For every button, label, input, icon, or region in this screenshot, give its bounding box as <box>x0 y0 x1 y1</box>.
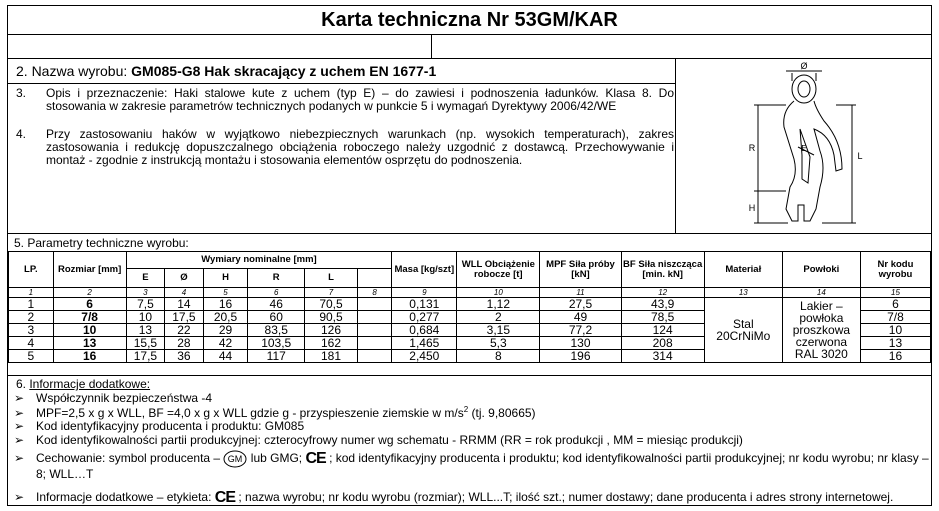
cell-code: 7/8 <box>860 311 930 324</box>
cell-empty <box>357 311 391 324</box>
header-code: Nr kodu wyrobu <box>860 252 930 288</box>
header-o: Ø <box>165 269 204 288</box>
index-cell: 9 <box>392 288 457 298</box>
index-cell: 8 <box>357 288 391 298</box>
cell-l: 126 <box>305 324 358 337</box>
cell-h: 44 <box>203 350 248 363</box>
header-coating: Powłoki <box>782 252 860 288</box>
product-description <box>8 59 676 233</box>
cell-mass: 2,450 <box>392 350 457 363</box>
l-label: L <box>857 151 863 161</box>
section-title: Informacje dodatkowe: <box>29 377 151 391</box>
r-label: R <box>748 143 756 153</box>
arrow-icon: ➢ <box>14 490 25 505</box>
cell-size: 13 <box>53 337 126 350</box>
cell-bf: 124 <box>621 324 704 337</box>
header-wll: WLL Obciążenie robocze [t] <box>457 252 540 288</box>
bullet-text: ; nazwa wyrobu; nr kodu wyrobu (rozmiar); WLL...T; ilość szt.; numer dostawy; dane producenta i adres strony internetowej. <box>238 490 894 505</box>
cell-wll: 8 <box>457 350 540 363</box>
header-e: E <box>126 269 165 288</box>
parameters-title: 5. Parametry techniczne wyrobu: <box>14 236 189 250</box>
index-cell: 13 <box>704 288 782 298</box>
arrow-icon: ➢ <box>14 451 25 466</box>
bullet-text: ; kod identyfikacyjny producenta i produktu; kod identyfikowalności partii produkcyjnej; nr kodu wyrobu; nr klasy – <box>329 451 929 466</box>
index-cell: 1 <box>9 288 54 298</box>
cell-mass: 1,465 <box>392 337 457 350</box>
cell-empty <box>357 337 391 350</box>
cell-r: 46 <box>248 298 305 311</box>
cell-l: 181 <box>305 350 358 363</box>
cell-e: 10 <box>126 311 165 324</box>
bullet-text: Współczynnik bezpieczeństwa -4 <box>36 391 213 405</box>
section-number: 6. <box>16 377 30 391</box>
index-cell: 12 <box>621 288 704 298</box>
cell-wll: 3,15 <box>457 324 540 337</box>
cell-mpf: 130 <box>540 337 621 350</box>
index-cell: 5 <box>203 288 248 298</box>
divider <box>431 35 432 58</box>
cell-r: 83,5 <box>248 324 305 337</box>
product-name: GM085-G8 Hak skracający z uchem EN 1677-1 <box>131 63 437 79</box>
bullet-traceability <box>14 433 743 447</box>
cell-lp: 1 <box>9 298 54 311</box>
cell-o: 28 <box>165 337 204 350</box>
cell-o: 14 <box>165 298 204 311</box>
cell-o: 17,5 <box>165 311 204 324</box>
header-row <box>9 252 931 269</box>
paragraph-text: Opis i przeznaczenie: Haki stalowe kute z uchem (typ E) – do zawiesi i podnoszenia ładunków. Klasa 8. Do stosowania w zakresie parametrów technicznych podanych w punkcie 5 i wymagań Dyrektywy 2006/42/WE <box>46 86 674 113</box>
bullet-mpf <box>14 405 536 420</box>
cell-lp: 2 <box>9 311 54 324</box>
bullet-text: Cechowanie: symbol producenta – <box>36 451 221 466</box>
bullet-text: Informacje dodatkowe – etykieta: <box>36 490 212 505</box>
bullet-text: Kod identyfikacyjny producenta i produktu: GM085 <box>36 419 305 433</box>
index-cell: 15 <box>860 288 930 298</box>
index-cell: 7 <box>305 288 358 298</box>
paragraph-number: 4. <box>16 127 27 141</box>
header-mpf: MPF Siła próby [kN] <box>540 252 621 288</box>
index-cell: 10 <box>457 288 540 298</box>
cell-mpf: 77,2 <box>540 324 621 337</box>
cell-mass: 0,131 <box>392 298 457 311</box>
cell-o: 36 <box>165 350 204 363</box>
cell-mass: 0,684 <box>392 324 457 337</box>
h-label: H <box>748 203 756 213</box>
cell-mpf: 196 <box>540 350 621 363</box>
cell-wll: 5,3 <box>457 337 540 350</box>
index-cell: 14 <box>782 288 860 298</box>
bullet-text: Kod identyfikowalności partii produkcyjnej: czterocyfrowy numer wg schematu - RRMM (RR = rok produkcji , MM = miesiąc produkcji) <box>36 433 743 447</box>
cell-mpf: 27,5 <box>540 298 621 311</box>
cell-bf: 43,9 <box>621 298 704 311</box>
header-l: L <box>305 269 358 288</box>
parameters-section <box>8 233 931 363</box>
cell-mpf: 49 <box>540 311 621 324</box>
arrow-icon: ➢ <box>14 406 25 420</box>
cell-size: 6 <box>53 298 126 311</box>
bullet-text: (tj. 9,80665) <box>468 406 536 420</box>
hook-drawing <box>676 59 931 233</box>
cell-h: 29 <box>203 324 248 337</box>
cell-size: 7/8 <box>53 311 126 324</box>
index-cell: 6 <box>248 288 305 298</box>
cell-material: Stal 20CrNiMo <box>704 298 782 363</box>
gm-logo-icon <box>223 450 247 468</box>
product-name-label: 2. Nazwa wyrobu: <box>16 63 128 79</box>
bullet-text: lub GMG; <box>250 451 303 466</box>
header-size: Rozmiar [mm] <box>53 252 126 288</box>
cell-o: 22 <box>165 324 204 337</box>
cell-r: 60 <box>248 311 305 324</box>
arrow-icon: ➢ <box>14 419 25 433</box>
cell-bf: 314 <box>621 350 704 363</box>
arrow-icon: ➢ <box>14 391 25 405</box>
index-cell: 11 <box>540 288 621 298</box>
bullet-product-code <box>14 419 304 433</box>
product-name-line <box>16 63 436 79</box>
cell-code: 6 <box>860 298 930 311</box>
cell-code: 10 <box>860 324 930 337</box>
product-section <box>8 59 931 233</box>
bullet-marking <box>14 450 929 468</box>
header-h: H <box>203 269 248 288</box>
ce-mark-icon: CE <box>214 489 236 506</box>
header-dims: Wymiary nominalne [mm] <box>126 252 392 269</box>
header-bf: BF Siła niszcząca [min. kN] <box>621 252 704 288</box>
gm-logo-text: GM <box>228 454 243 464</box>
cell-wll: 2 <box>457 311 540 324</box>
cell-h: 42 <box>203 337 248 350</box>
cell-r: 117 <box>248 350 305 363</box>
additional-info-section <box>8 375 931 508</box>
cell-r: 103,5 <box>248 337 305 350</box>
page-title: Karta techniczna Nr 53GM/KAR <box>321 9 618 31</box>
cell-lp: 5 <box>9 350 54 363</box>
technical-sheet <box>7 5 932 506</box>
empty-header-row <box>8 34 931 59</box>
divider <box>8 83 676 84</box>
paragraph-text: Przy zastosowaniu haków w wyjątkowo niebezpiecznych warunkach (np. wysokich temperaturach), zakres zastosowania i redukcję dopuszczalnego obciążenia roboczego należy uzgodnić z dostawcą. Przechowywanie i montaż - zgodnie z instrukcją montażu i stosowania elementów osprzętu do podnoszenia. <box>46 127 674 167</box>
diameter-label: Ø <box>800 61 808 71</box>
table-row <box>9 298 931 311</box>
arrow-icon: ➢ <box>14 433 25 447</box>
e-label: E <box>801 144 807 153</box>
bullet-safety-factor <box>14 391 212 405</box>
additional-info-title <box>16 377 150 391</box>
cell-l: 90,5 <box>305 311 358 324</box>
bullet-marking-continued: 8; WLL…T <box>36 467 94 481</box>
cell-coating: Lakier – powłoka proszkowa czerwona RAL 3020 <box>782 298 860 363</box>
cell-l: 70,5 <box>305 298 358 311</box>
header-empty <box>357 269 391 288</box>
hook-technical-drawing <box>676 59 931 233</box>
superscript: 2 <box>463 405 469 414</box>
header-lp: LP. <box>9 252 54 288</box>
cell-lp: 4 <box>9 337 54 350</box>
cell-mass: 0,277 <box>392 311 457 324</box>
header-material: Materiał <box>704 252 782 288</box>
cell-e: 13 <box>126 324 165 337</box>
index-row <box>9 288 931 298</box>
cell-bf: 208 <box>621 337 704 350</box>
cell-bf: 78,5 <box>621 311 704 324</box>
index-cell: 2 <box>53 288 126 298</box>
bullet-text: MPF=2,5 x g x WLL, BF =4,0 x g x WLL gdzie g - przyspieszenie ziemskie w m/s <box>36 406 464 420</box>
cell-e: 15,5 <box>126 337 165 350</box>
ce-mark-icon: CE <box>305 450 326 467</box>
bullet-label-info <box>14 489 893 507</box>
cell-e: 7,5 <box>126 298 165 311</box>
cell-empty <box>357 298 391 311</box>
cell-code: 13 <box>860 337 930 350</box>
cell-l: 162 <box>305 337 358 350</box>
cell-code: 16 <box>860 350 930 363</box>
cell-lp: 3 <box>9 324 54 337</box>
cell-empty <box>357 324 391 337</box>
index-cell: 3 <box>126 288 165 298</box>
header-r: R <box>248 269 305 288</box>
cell-empty <box>357 350 391 363</box>
cell-h: 16 <box>203 298 248 311</box>
paragraph-number: 3. <box>16 86 27 100</box>
cell-size: 16 <box>53 350 126 363</box>
index-cell: 4 <box>165 288 204 298</box>
header-mass: Masa [kg/szt] <box>392 252 457 288</box>
cell-size: 10 <box>53 324 126 337</box>
parameters-table <box>8 251 931 363</box>
cell-wll: 1,12 <box>457 298 540 311</box>
cell-e: 17,5 <box>126 350 165 363</box>
cell-h: 20,5 <box>203 311 248 324</box>
